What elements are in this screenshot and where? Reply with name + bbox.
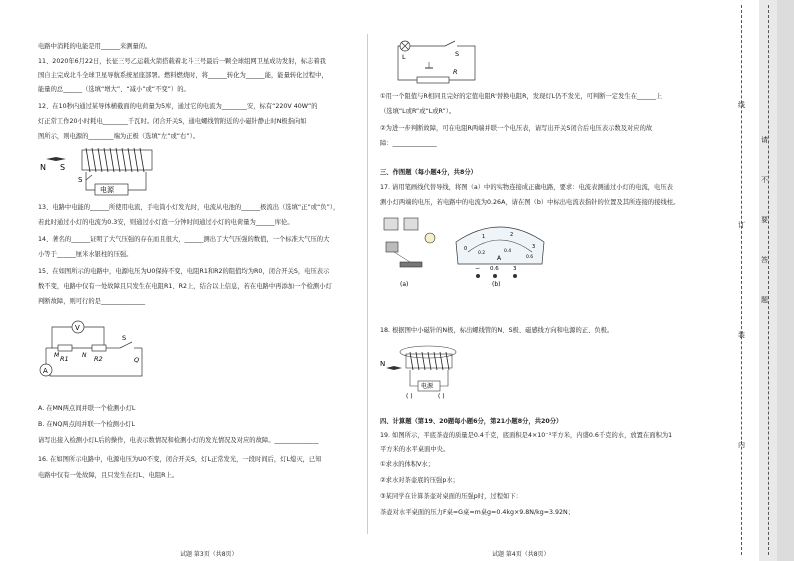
power-source-label: 电源	[421, 383, 434, 390]
q16-part1: ①用一个阻值与R相同且完好的定值电阻R'替换电阻R，发现灯L仍不发光，可判断一定发生在______上	[380, 93, 663, 100]
q11-line: 国自主完成北斗全球卫星导航系统星座部署。燃料燃烧时，将______转化为______能，能量转化过程中，	[38, 72, 328, 79]
page-footer: 试题 第3页（共8页）	[180, 551, 238, 558]
q15-answer-line: 请写出接入检测小灯L后的操作，电表示数情况和检测小灯的发光情况及对应的故障。______________	[38, 437, 319, 444]
scale-tick: 1	[482, 234, 486, 240]
seal-line	[741, 5, 742, 555]
left-column	[0, 0, 362, 561]
q16-line: 电路中仅有一处故障，且只发生在灯L、电阻R上。	[38, 472, 179, 479]
point-n-label: N	[82, 352, 87, 359]
circuit-figure-16	[397, 38, 487, 90]
q17-line: 测小灯两端的电压，若电路中的电流为0.26A，请在图（b）中标出电流表指针的位置及其所连接的接线柱。	[380, 199, 680, 206]
option-b: B. 在NQ两点间并联一个检测小灯L	[38, 421, 136, 428]
scale-tick: 2	[510, 232, 514, 238]
scale-tick: 0	[464, 246, 468, 252]
scale-tick: 0.2	[478, 251, 486, 256]
answer-blank-left: ( )	[406, 393, 413, 400]
q16-part2: 障：______________	[380, 140, 437, 147]
q15-line: 判断故障，则可行的是______________	[38, 298, 146, 305]
q19-line: 平方米的水平桌面中央。	[380, 446, 450, 453]
q15-line: 15、在如图所示的电路中，电源电压为U0保持不变，电阻R1和R2的阻值均为R0，闭合开关S，电压表示	[38, 268, 330, 275]
figure-a-label: (a)	[400, 281, 409, 288]
point-m-label: M	[54, 352, 60, 359]
voltmeter-label: V	[75, 324, 80, 332]
page-footer: 试题 第4页（共8页）	[492, 551, 550, 558]
seal-line	[768, 5, 769, 555]
q13-line: 13、电路中电能的______所使用电流，手电筒小灯发光时，电流从电池的______极流出（选填“正”或“负”），	[38, 204, 340, 211]
q12-line: 12、在10秒内通过某导体横截面的电荷量为5库，通过它的电流为________安，标有“220V 40W”的	[38, 103, 318, 110]
switch-label: S	[455, 50, 460, 58]
terminal-label: 0.6	[490, 266, 499, 272]
seal-char: 订	[738, 221, 745, 229]
seal-char: 题	[761, 296, 768, 304]
solenoid-figure-18	[380, 340, 470, 400]
r1-label: R1	[60, 355, 69, 363]
needle-n-label: N	[380, 360, 386, 368]
lamp-label: L	[402, 53, 406, 61]
switch-label: S	[78, 176, 83, 184]
q16-part1: （选填“L或R”或“L或R”）。	[380, 108, 456, 115]
terminal-label: 3	[513, 266, 517, 272]
answer-blank-right: ( )	[438, 393, 445, 400]
q16-line: 16. 在如图所示电路中，电源电压为U0不变，闭合开关S，灯L正常发光，一段时间后，灯L熄灭，已知	[38, 456, 322, 463]
q19-formula: 茶壶对水平桌面的压力F桌=G桌=m桌g=0.4kg×9.8N/kg=3.92N；	[380, 509, 575, 516]
q19-line: 19. 如图所示，平底茶壶的质量是0.4千克，底面积是4×10⁻³平方米，内盛0.6千克的水，放置在面积为1	[380, 432, 673, 439]
q12-line: 灯正常工作20小时耗电________千瓦时。闭合开关S，通电螺线管附近的小磁针静止时N极指向如	[38, 118, 307, 125]
seal-char: 线	[738, 101, 745, 109]
q19-part2: ②求水对茶壶底的压强p水；	[380, 477, 459, 484]
ammeter-label: A	[43, 367, 48, 375]
needle-n-label: N	[40, 163, 46, 172]
q11-line: 11、2020年6月22日，长征三号乙运载火箭搭载着北斗三号最后一颗全球组网卫星成功发射，标志着我	[38, 58, 326, 65]
q16-part2: ②为进一步判断故障，可在电阻R两端并联一个电压表，请写出开关S闭合后电压表示数及对应的故	[380, 125, 653, 132]
q12-line: 图所示，则电源的________端为正极（选填“左”或“右”）。	[38, 133, 200, 140]
seal-char: 装	[738, 331, 745, 339]
right-column	[372, 0, 712, 561]
q13-line: 若此时通过小灯的电流为0.3安，则通过小灯泡一分钟时间通过小灯的电荷量为______库伦。	[38, 219, 294, 226]
q17-line: 17. 请用笔画线代替导线，将图（a）中的实物连接成正确电路，要求：电流表测通过小灯的电流，电压表	[380, 184, 673, 191]
needle-s-label: S	[60, 163, 66, 172]
q19-part1: ①求水的体积V水；	[380, 461, 435, 468]
q19-part3: ③某同学在计算茶壶对桌面的压强p时，过程如下：	[380, 493, 522, 500]
seal-char: 答	[761, 256, 768, 264]
option-a: A. 在MN两点间并联一个检测小灯L	[38, 405, 136, 412]
circuit-figure-17	[380, 212, 570, 290]
q18-line: 18. 根据图中小磁针的N极，标出螺线管的N、S极、磁感线方向和电源的正、负极。	[380, 327, 614, 334]
resistor-label: R	[453, 68, 458, 76]
scale-tick: 0.6	[526, 255, 534, 260]
text-line: 电路中消耗的电能是用______来测量的。	[38, 43, 152, 50]
section-heading: 三、作图题（每小题4分，共8分）	[380, 169, 477, 176]
meter-unit-label: A	[497, 255, 502, 262]
point-q-label: Q	[134, 356, 140, 364]
scale-tick: 0.4	[504, 249, 512, 254]
switch-label: S	[122, 334, 127, 342]
q14-line: 小等于______厘米水银柱的压强。	[38, 251, 133, 258]
seal-char: 不	[761, 176, 768, 184]
seal-char: 请	[761, 136, 768, 144]
scale-tick: 3	[532, 244, 536, 250]
seal-char: 要	[761, 216, 768, 224]
binding-bar-dark	[777, 0, 794, 561]
solenoid-figure	[40, 142, 170, 198]
column-divider	[367, 34, 368, 534]
circuit-figure-15	[38, 318, 158, 388]
figure-b-label: (b)	[492, 281, 501, 288]
q14-line: 14、著名的______证明了大气压强的存在而且很大，______测出了大气压强的数值，一个标准大气压的大	[38, 236, 330, 243]
power-source-label: 电源	[100, 186, 114, 194]
q15-line: 数不变，电路中仅有一处故障且只发生在电阻R1、R2上，结合以上信息，若在电路中再添加一个检测小灯	[38, 283, 332, 290]
terminal-minus-label: −	[475, 265, 481, 272]
section-heading: 四、计算题（第19、20题每小题6分，第21小题8分，共20分）	[380, 418, 563, 425]
q11-line: 能量的总______（选填“增大”、“减小”或“不变”）的。	[38, 86, 190, 93]
r2-label: R2	[94, 355, 103, 363]
seal-char: 内	[738, 441, 745, 449]
